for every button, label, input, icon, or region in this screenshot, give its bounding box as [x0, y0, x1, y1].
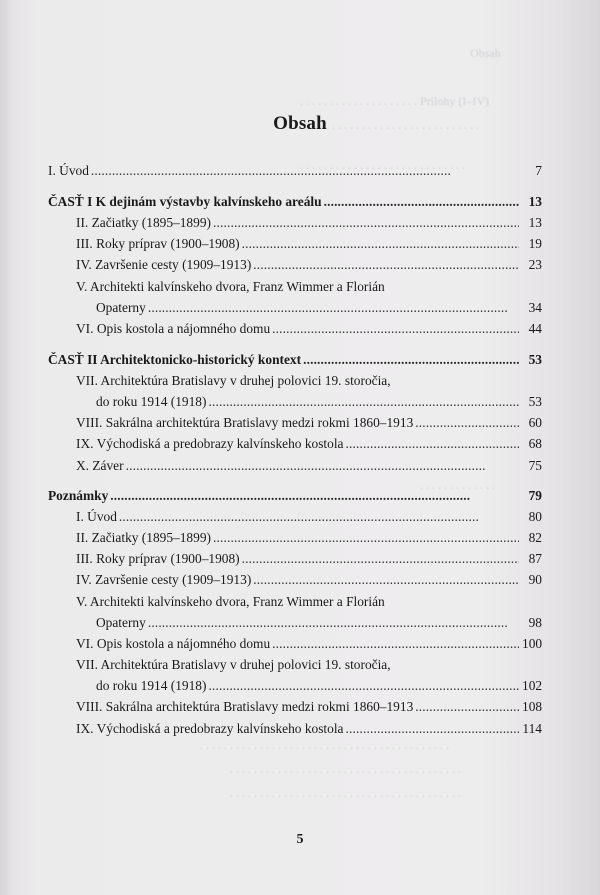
show-through-bleed: Obsah [470, 46, 501, 60]
toc-entry-page: 13 [528, 214, 542, 230]
toc-entry-title: VIII. Sakrálna architektúra Bratislavy medzi rokmi 1860–1913 [76, 699, 414, 715]
toc-section-heading [48, 349, 542, 370]
toc-entry [48, 433, 542, 454]
toc-dot-leader [148, 297, 519, 318]
toc-entry-page: 75 [528, 457, 542, 473]
toc-entry-page: 100 [522, 635, 543, 651]
toc-entry-continuation [48, 612, 542, 633]
toc-entry-title: VII. Architektúra Bratislavy v druhej polovici 19. storočia, [76, 372, 391, 388]
toc-entry-title: I. Úvod [48, 163, 89, 178]
toc-entry-page: 44 [528, 320, 542, 336]
toc-entry [48, 506, 542, 527]
toc-entry [48, 696, 542, 717]
toc-entry-title: do roku 1914 (1918) [96, 394, 207, 410]
toc-entry-page: 19 [528, 236, 542, 252]
toc-entry [48, 718, 542, 739]
toc-dot-leader [303, 349, 519, 370]
toc-entry-page: 80 [528, 508, 542, 524]
toc-entry [48, 318, 542, 339]
toc-dot-leader [91, 160, 519, 181]
toc-entry [48, 633, 542, 654]
toc-entry [48, 212, 542, 233]
table-of-contents [48, 160, 542, 739]
toc-entry-title: II. Začiatky (1895–1899) [76, 214, 211, 230]
toc-entry [48, 591, 542, 612]
toc-entry [48, 233, 542, 254]
page-number: 5 [296, 832, 304, 847]
toc-entry-page: 79 [528, 487, 542, 503]
toc-dot-leader [208, 675, 519, 696]
show-through-bleed: . . . . . . . . . . . . . . . . . . . . . . . . . . . . . . . . . . . . . . . [230, 786, 461, 800]
show-through-bleed: . . . . . . . . . . . . . . . . . . . . . . . . . . . . . . . . . . . . . . . [230, 762, 461, 776]
toc-entry-continuation [48, 675, 542, 696]
toc-entry [48, 548, 542, 569]
show-through-bleed: . . . . . . . . . . . . . . . . . . . . . . . . . . . [320, 118, 479, 132]
toc-entry [48, 254, 542, 275]
toc-section-heading [48, 485, 542, 506]
toc-entry-page: 13 [528, 193, 542, 209]
toc-dot-leader [126, 455, 519, 476]
show-through-bleed: . . . . . . . . . . . . . . . . . . . . Prílohy (I–IV) [300, 94, 489, 108]
toc-entry-page: 23 [528, 257, 542, 273]
toc-dot-leader [415, 696, 519, 717]
toc-dot-leader [213, 527, 519, 548]
toc-entry-page: 34 [528, 299, 542, 315]
toc-dot-leader [148, 612, 519, 633]
show-through-bleed: . . . . . . . . . . . . . . . . . . . . . . . . . . . . . . . . . . . . . . . . . . [200, 738, 449, 752]
toc-entry-page: 87 [528, 551, 542, 567]
toc-dot-leader [253, 254, 519, 275]
toc-entry-title: VIII. Sakrálna architektúra Bratislavy medzi rokmi 1860–1913 [76, 415, 414, 431]
toc-dot-leader [272, 318, 519, 339]
toc-entry-page: 53 [528, 351, 542, 367]
show-through-bleed: . . . . . . . . . . . . . . . . . . . . . . . . . . . . [300, 158, 465, 172]
toc-entry-title: VI. Opis kostola a nájomného domu [76, 320, 271, 336]
toc-entry-title: do roku 1914 (1918) [96, 678, 207, 694]
toc-entry [48, 654, 542, 675]
toc-entry [48, 276, 542, 297]
toc-entry-continuation [48, 391, 542, 412]
toc-entry-title: X. Záver [76, 457, 124, 473]
toc-entry-title: V. Architekti kalvínskeho dvora, Franz Wimmer a Florián [76, 593, 385, 609]
toc-entry [48, 569, 542, 590]
toc-entry-title: VII. Architektúra Bratislavy v druhej polovici 19. storočia, [76, 657, 391, 673]
show-through-bleed: . . . . . . . . . . . . . [420, 478, 495, 492]
toc-entry-title: II. Začiatky (1895–1899) [76, 529, 211, 545]
toc-dot-leader [242, 233, 519, 254]
toc-entry-title: Poznámky [48, 487, 109, 503]
toc-entry-page: 7 [535, 163, 542, 178]
toc-entry-page: 68 [528, 436, 542, 452]
toc-entry-page: 53 [528, 394, 542, 410]
toc-dot-leader [324, 191, 519, 212]
toc-entry-page: 60 [528, 415, 542, 431]
page-title: Obsah [273, 113, 327, 134]
toc-entry-title: IX. Východiská a predobrazy kalvínskeho kostola [76, 436, 344, 452]
toc-entry-page: 90 [528, 572, 542, 588]
toc-entry-page: 102 [522, 678, 543, 694]
toc-entry-title: I. Úvod [76, 508, 117, 524]
toc-dot-leader [208, 391, 519, 412]
toc-entry-page: 114 [522, 720, 542, 736]
toc-dot-leader [213, 212, 519, 233]
toc-dot-leader [346, 433, 520, 454]
toc-dot-leader [119, 506, 519, 527]
toc-entry [48, 370, 542, 391]
toc-section-heading [48, 191, 542, 212]
toc-entry [48, 412, 542, 433]
toc-entry-title: ČASŤ I K dejinám výstavby kalvínskeho areálu [48, 193, 322, 209]
toc-entry-title: IX. Východiská a predobrazy kalvínskeho kostola [76, 720, 344, 736]
toc-entry-title: IV. Završenie cesty (1909–1913) [76, 572, 252, 588]
toc-entry-page: 108 [522, 699, 543, 715]
toc-entry-page: 82 [528, 529, 542, 545]
toc-dot-leader [110, 485, 519, 506]
toc-entry-title: Opaterny [96, 614, 146, 630]
toc-dot-leader [253, 569, 519, 590]
toc-entry-title: VI. Opis kostola a nájomného domu [76, 635, 271, 651]
toc-entry-continuation [48, 297, 542, 318]
toc-entry-title: ČASŤ II Architektonicko-historický kontext [48, 351, 302, 367]
toc-entry [48, 455, 542, 476]
toc-dot-leader [272, 633, 519, 654]
toc-entry-title: IV. Završenie cesty (1909–1913) [76, 257, 252, 273]
toc-dot-leader [242, 548, 519, 569]
toc-entry-page: 98 [528, 614, 542, 630]
toc-entry [48, 160, 542, 181]
toc-dot-leader [415, 412, 519, 433]
toc-dot-leader [346, 718, 520, 739]
toc-entry-title: III. Roky príprav (1900–1908) [76, 551, 240, 567]
toc-entry-title: Opaterny [96, 299, 146, 315]
toc-entry-title: V. Architekti kalvínskeho dvora, Franz Wimmer a Florián [76, 278, 385, 294]
toc-entry [48, 527, 542, 548]
toc-entry-title: III. Roky príprav (1900–1908) [76, 236, 240, 252]
